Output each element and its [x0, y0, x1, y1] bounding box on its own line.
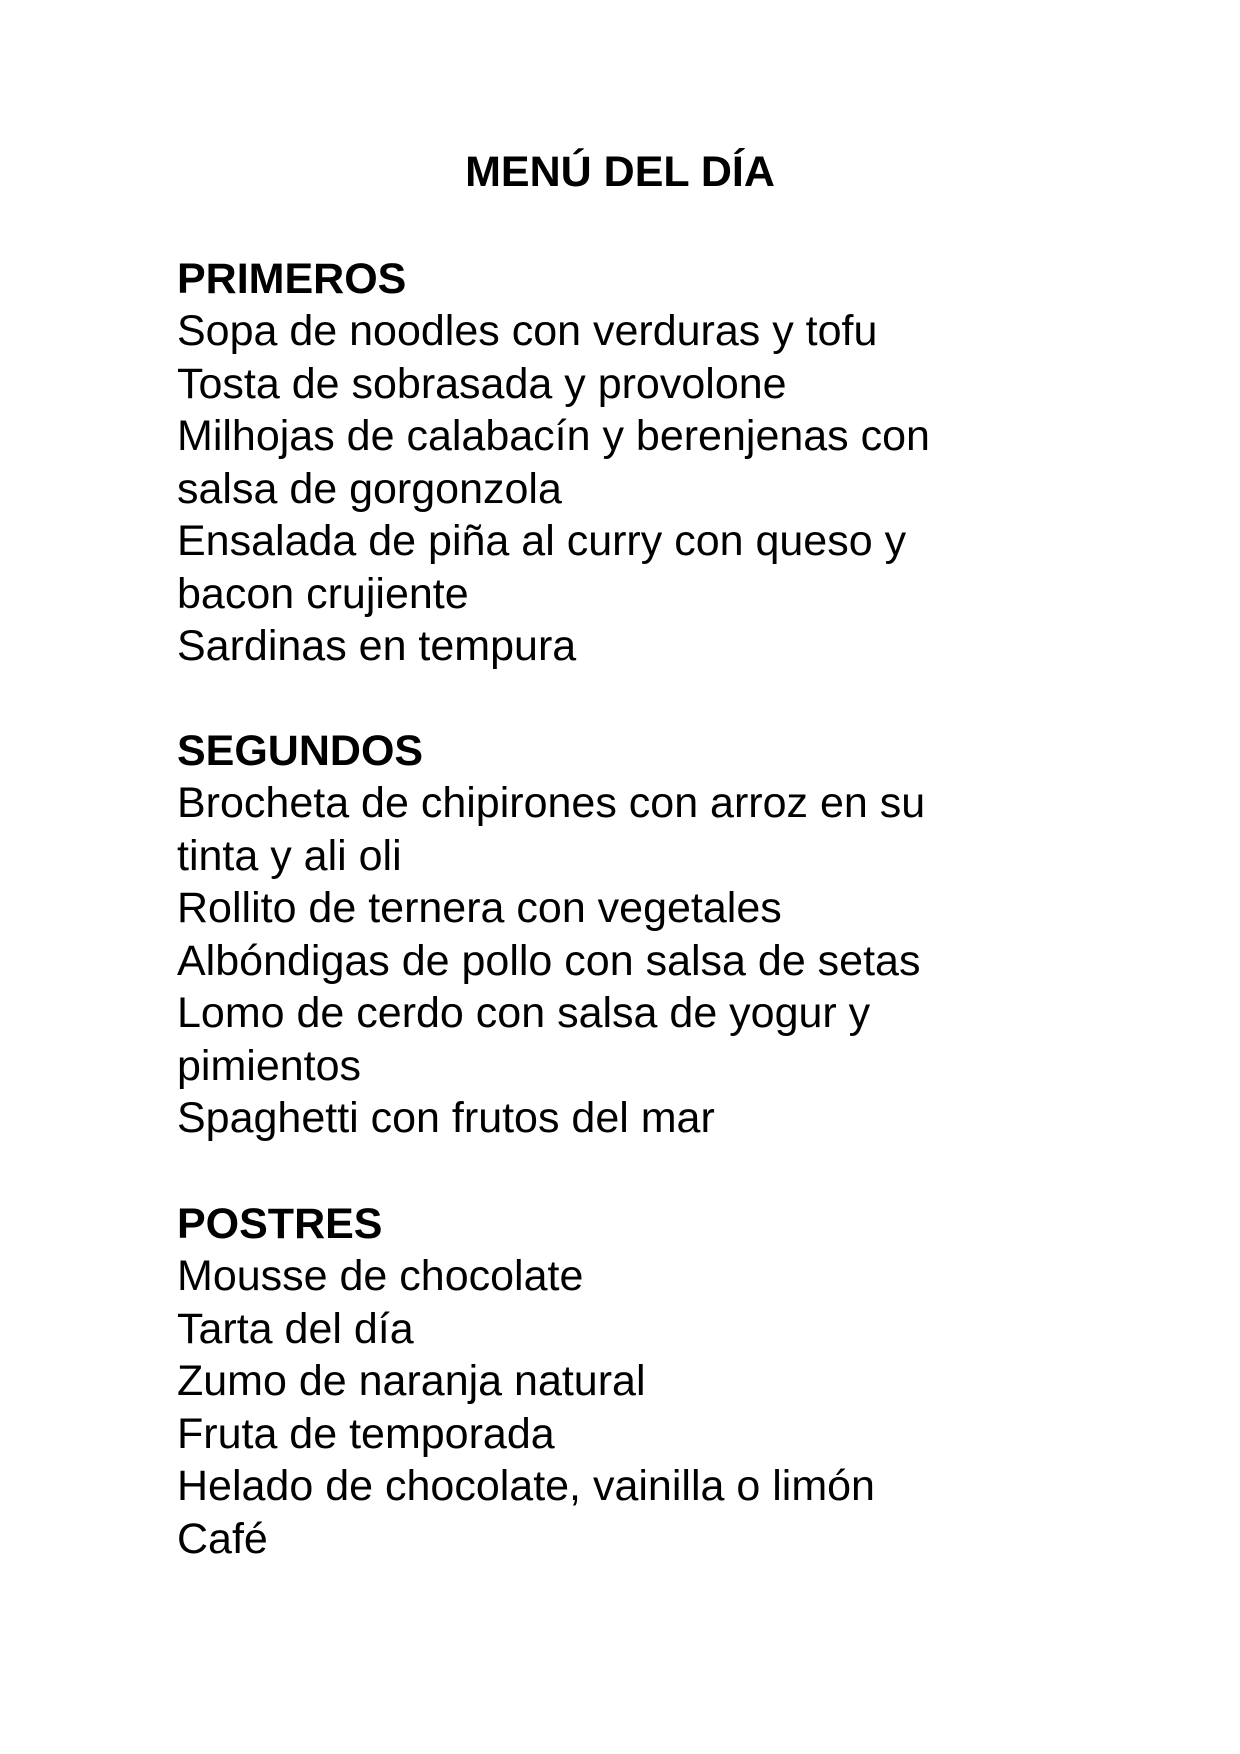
menu-item: Fruta de temporada [177, 1409, 555, 1458]
menu-item: Milhojas de calabacín y berenjenas con [177, 412, 930, 460]
menu-item: Sardinas en tempura [177, 622, 577, 670]
page-title: MENÚ DEL DÍA [465, 148, 775, 196]
menu-item: salsa de gorgonzola [177, 464, 562, 513]
primeros-list [177, 305, 1077, 673]
menu-item: Albóndigas de pollo con salsa de setas [177, 936, 921, 985]
menu-item: Spaghetti con frutos del mar [177, 1094, 715, 1142]
menu-item: Rollito de ternera con vegetales [177, 884, 782, 932]
menu-item: Sopa de noodles con verduras y tofu [177, 307, 878, 355]
menu-item: Tosta de sobrasada y provolone [177, 359, 787, 408]
section-segundos [177, 725, 1077, 1145]
menu-item: tinta y ali oli [177, 831, 402, 880]
menu-item: Lomo de cerdo con salsa de yogur y [177, 989, 871, 1037]
menu-item: Helado de chocolate, vainilla o limón [177, 1462, 875, 1510]
menu-item: Ensalada de piña al curry con queso y [177, 517, 907, 565]
menu-item: Zumo de naranja natural [177, 1357, 646, 1405]
segundos-list [177, 777, 1077, 1145]
menu-item: Mousse de chocolate [177, 1252, 584, 1300]
section-heading-postres: POSTRES [177, 1200, 383, 1248]
section-heading-primeros: PRIMEROS [177, 255, 407, 303]
postres-list [177, 1250, 1077, 1565]
section-primeros [177, 253, 1077, 673]
menu-item: Brocheta de chipirones con arroz en su [177, 779, 926, 827]
section-postres [177, 1198, 1077, 1565]
menu-item: Tarta del día [177, 1304, 414, 1353]
menu-item: bacon crujiente [177, 569, 469, 618]
section-heading-segundos: SEGUNDOS [177, 727, 424, 775]
menu-item: pimientos [177, 1041, 362, 1090]
menu-item: Café [177, 1514, 268, 1563]
